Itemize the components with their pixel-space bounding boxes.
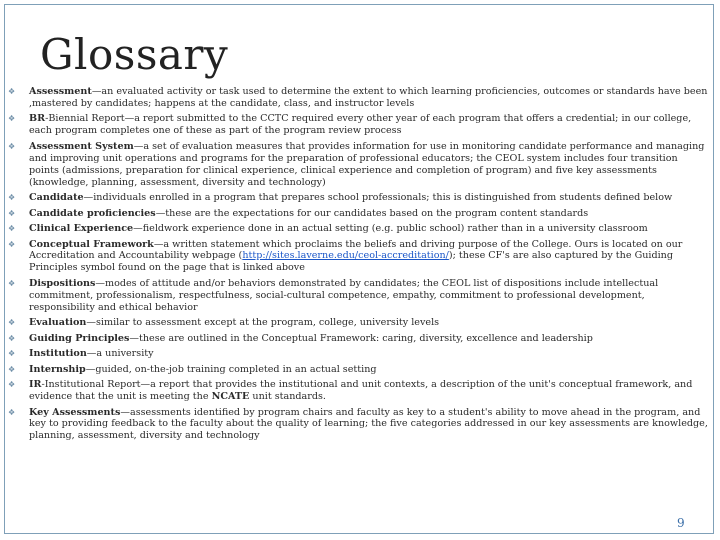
bullet-icon: ❖ <box>8 349 16 359</box>
glossary-entry-assessment <box>8 86 708 110</box>
glossary-term: Conceptual Framework <box>29 238 154 250</box>
glossary-list <box>8 86 708 446</box>
page-title: Glossary <box>40 30 229 79</box>
glossary-entry-clinical-experience <box>8 223 708 235</box>
glossary-term: Institution <box>29 348 87 360</box>
glossary-entry-key-assessments <box>8 407 708 443</box>
bullet-icon: ❖ <box>8 380 16 390</box>
glossary-entry-internship <box>8 364 708 376</box>
bullet-icon: ❖ <box>8 193 16 203</box>
glossary-definition-continued: unit standards. <box>249 391 326 403</box>
glossary-term: Assessment System <box>29 140 134 152</box>
glossary-entry-dispositions <box>8 278 708 314</box>
glossary-entry-ir <box>8 379 708 403</box>
glossary-definition: —guided, on-the-job training completed in an actual setting <box>85 363 377 375</box>
glossary-definition: —a written statement which proclaims the beliefs and driving purpose of the College. Ours is located on our Accreditation and Accountability webpage ( <box>29 238 683 262</box>
bullet-icon: ❖ <box>8 333 16 343</box>
glossary-definition: —a university <box>86 348 154 360</box>
accreditation-link[interactable]: http://sites.laverne.edu/ceol-accreditation/ <box>242 250 449 262</box>
bullet-icon: ❖ <box>8 407 16 417</box>
bullet-icon: ❖ <box>8 239 16 249</box>
glossary-term: Candidate <box>29 192 84 204</box>
glossary-term: Guiding Principles <box>29 332 130 344</box>
glossary-definition: —similar to assessment except at the program, college, university levels <box>86 317 440 329</box>
bullet-icon: ❖ <box>8 87 16 96</box>
glossary-definition: —these are outlined in the Conceptual Framework: caring, diversity, excellence and leadership <box>129 332 593 344</box>
glossary-entry-evaluation <box>8 317 708 329</box>
bullet-icon: ❖ <box>8 114 16 124</box>
glossary-definition: —modes of attitude and/or behaviors demonstrated by candidates; the CEOL list of dispositions include intellectual commitment, professionalism, respectfulness, social-cultural competence, empathy, commitment to professional development, responsibility and ethical behavior <box>29 277 659 313</box>
glossary-term: Clinical Experience <box>29 223 134 235</box>
glossary-term: Dispositions <box>29 277 96 289</box>
glossary-entry-guiding-principles <box>8 333 708 345</box>
bullet-icon: ❖ <box>8 318 16 328</box>
bullet-icon: ❖ <box>8 141 16 151</box>
bullet-icon: ❖ <box>8 224 16 234</box>
glossary-entry-institution <box>8 348 708 360</box>
page-number: 9 <box>677 516 685 530</box>
bullet-icon: ❖ <box>8 364 16 374</box>
glossary-term: Internship <box>29 363 86 375</box>
glossary-definition: -Biennial Report—a report submitted to the CCTC required every other year of each program that offers a credential; in our college, each program completes one of these as part of the program review process <box>29 113 692 137</box>
glossary-definition-continued: ); these CF's are also captured by the Guiding Principles symbol found on the page that is linked above <box>29 250 674 274</box>
glossary-definition: —these are the expectations for our candidates based on the program content standards <box>155 207 589 219</box>
glossary-definition: —assessments identified by program chairs and faculty as key to a student's ability to move ahead in the program, and key to providing feedback to the faculty about the quality of learning; the five categories addressed in our key assessments are knowledge, planning, assessment, diversity and technology <box>29 406 708 442</box>
glossary-term: Evaluation <box>29 317 87 329</box>
glossary-definition: —fieldwork experience done in an actual setting (e.g. public school) rather than in a university classroom <box>133 223 648 235</box>
glossary-entry-assessment-system <box>8 141 708 189</box>
glossary-term: Candidate proficiencies <box>29 207 156 219</box>
ncate-label: NCATE <box>211 391 250 403</box>
glossary-term: Key Assessments <box>29 406 121 418</box>
glossary-definition: -Institutional Report—a report that provides the institutional and unit contexts, a description of the unit's conceptual framework, and evidence that the unit is meeting the <box>29 379 693 403</box>
glossary-term: Assessment <box>29 86 92 97</box>
glossary-definition: —an evaluated activity or task used to determine the extent to which learning proficiencies, outcomes or standards have been ,mastered by candidates; happens at the candidate, class, and instructor levels <box>29 86 708 109</box>
glossary-definition: —individuals enrolled in a program that prepares school professionals; this is distinguished from students defined below <box>83 192 673 204</box>
glossary-entry-conceptual-framework <box>8 239 708 275</box>
bullet-icon: ❖ <box>8 278 16 288</box>
glossary-definition: —a set of evaluation measures that provides information for use in monitoring candidate performance and managing and improving unit operations and programs for the preparation of professional educators; the CEOL system includes four transition points (admissions, preparation for clinical experience, clinical experience and completion of program) and five key assessments (knowledge, planning, assessment, diversity and technology) <box>29 140 705 188</box>
glossary-entry-br <box>8 113 708 137</box>
glossary-term: IR <box>29 379 42 391</box>
bullet-icon: ❖ <box>8 208 16 218</box>
glossary-term: BR <box>29 113 46 125</box>
glossary-entry-candidate-proficiencies <box>8 208 708 220</box>
glossary-entry-candidate <box>8 192 708 204</box>
